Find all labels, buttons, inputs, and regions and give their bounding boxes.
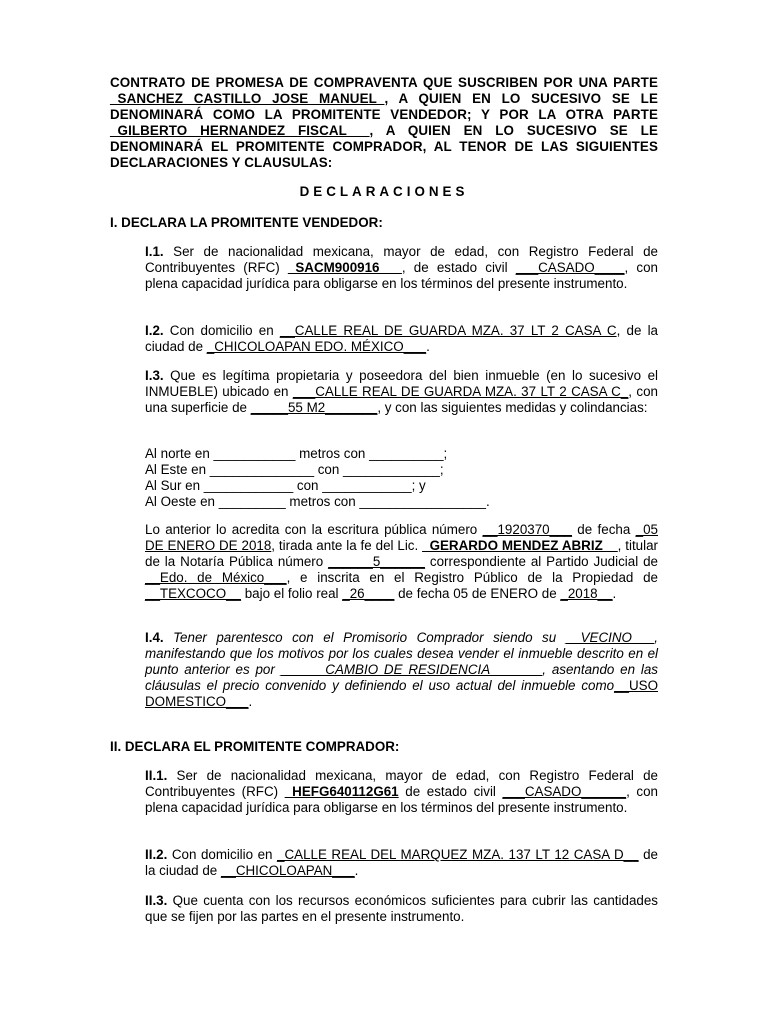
escritura-text-3: , tirada ante la fe del Lic. — [271, 538, 423, 553]
clause-ii2-number: II.2. — [145, 847, 168, 862]
notaria-numero: ______5______ — [328, 554, 425, 569]
clause-i3-number: I.3. — [145, 368, 164, 383]
clause-i2-text-1: Con domicilio en — [163, 323, 280, 338]
partido-judicial: __Edo. de México___ — [145, 570, 287, 585]
parentesco: __VECINO___ — [565, 630, 655, 645]
escritura-anio: _2018__ — [560, 586, 613, 601]
escritura-text-7: bajo el folio real — [241, 586, 343, 601]
colindancias-list — [145, 446, 658, 510]
inmueble-superficie: _____55 M2_______ — [250, 400, 378, 415]
escritura-numero: __1920370___ — [482, 522, 572, 537]
colindancia-norte: Al norte en ___________ metros con __________; — [145, 446, 448, 461]
notario-name: _GERARDO MENDEZ ABRIZ__ — [422, 538, 618, 553]
title-text-2: , A QUIEN EN LO SUCESIVO SE LE DENOMINARÁ COMO LA PROMITENTE VENDEDOR; Y POR LA OTRA PARTE — [110, 91, 658, 122]
clause-ii1-text-1: Ser de nacionalidad mexicana, mayor de edad, con Registro Federal de Contribuyentes (RFC) — [145, 768, 658, 799]
clause-i4-text-2: , manifestando que los motivos por los cuales desea vender el inmueble descrito en el punto anterior es por — [145, 630, 658, 677]
clause-ii1 — [145, 768, 658, 816]
clause-ii3-text-1: Que cuenta con los recursos económicos suficientes para cubrir las cantidades que se fijen por las partes en el presente instrumento. — [145, 893, 658, 924]
escritura-text-1: Lo anterior lo acredita con la escritura pública número — [145, 522, 483, 537]
clause-i1-text-3: , con plena capacidad jurídica para obligarse en los términos del presente instrumento. — [145, 260, 658, 291]
clause-ii2-text-3: . — [354, 863, 359, 878]
clause-i4-text-4: . — [248, 694, 253, 709]
clause-ii2-text-2: de la ciudad de — [145, 847, 659, 878]
comprador-estado-civil: ___CASADO______ — [502, 784, 627, 799]
clause-i4 — [145, 630, 658, 710]
vendedor-estado-civil: ___CASADO____ — [515, 260, 625, 275]
section-2-heading: II. DECLARA EL PROMITENTE COMPRADOR: — [110, 739, 400, 754]
vendedor-domicilio: __CALLE REAL DE GUARDA MZA. 37 LT 2 CASA C — [279, 323, 617, 338]
clause-ii1-text-2: de estado civil — [398, 784, 503, 799]
colindancia-sur: Al Sur en ____________ con ____________; y — [145, 478, 426, 493]
clause-i3 — [145, 368, 658, 416]
escritura-text-8: de fecha 05 de ENERO de — [394, 586, 561, 601]
clause-i2-text-2: , de la ciudad de — [145, 323, 658, 354]
clause-i1-text-2: , de estado civil — [401, 260, 516, 275]
comprador-ciudad: __CHICOLOAPAN___ — [220, 863, 355, 878]
inmueble-ubicacion: ___CALLE REAL DE GUARDA MZA. 37 LT 2 CASA C_ — [292, 384, 629, 399]
escritura-text-4: , titular de la Notaría Pública número — [145, 538, 659, 569]
escritura-text-9: . — [612, 586, 617, 601]
escritura-paragraph — [145, 522, 658, 602]
title-text-3: , A QUIEN EN LO SUCESIVO SE LE DENOMINARÁ EL PROMITENTE COMPRADOR, AL TENOR DE LAS SIGUIENTES DECLARACIONES Y CLAUSULAS: — [110, 123, 658, 170]
motivo-venta: ______CAMBIO DE RESIDENCIA_______ — [280, 662, 543, 677]
clause-i2-text-3: . — [426, 339, 430, 354]
title-text-1: CONTRATO DE PROMESA DE COMPRAVENTA QUE SUSCRIBEN POR UNA PARTE — [110, 75, 658, 90]
clause-i1 — [145, 244, 658, 292]
clause-i2-number: I.2. — [145, 323, 164, 338]
section-1-heading: I. DECLARA LA PROMITENTE VENDEDOR: — [110, 215, 383, 230]
clause-i2 — [145, 323, 658, 355]
clause-ii1-text-3: , con plena capacidad jurídica para obligarse en los términos del presente instrumento. — [145, 784, 658, 815]
clause-i3-text-1: Que es legítima propietaria y poseedora del bien inmueble (en lo sucesivo el INMUEBLE) ubicado en — [145, 368, 658, 399]
comprador-domicilio: _CALLE REAL DEL MARQUEZ MZA. 137 LT 12 CASA D__ — [277, 847, 639, 862]
vendedor-name: _SANCHEZ CASTILLO JOSE MANUEL_ — [110, 91, 385, 106]
clause-ii2-text-1: Con domicilio en — [167, 847, 278, 862]
clause-i3-text-2: , con una superficie de — [145, 384, 658, 415]
colindancia-oeste: Al Oeste en _________ metros con _________________. — [145, 494, 490, 509]
comprador-name: _GILBERTO HERNANDEZ FISCAL___ — [110, 123, 370, 138]
clause-i4-number: I.4. — [145, 630, 164, 645]
clause-i3-text-3: , y con las siguientes medidas y colindancias: — [377, 400, 648, 415]
clause-i4-text-1: Tener parentesco con el Promisorio Comprador siendo su — [163, 630, 566, 645]
comprador-rfc: _HEFG640112G61 — [284, 784, 399, 799]
clause-ii3-number: II.3. — [145, 893, 168, 908]
clause-ii1-number: II.1. — [145, 768, 168, 783]
clause-i4-text-3: , asentando en las cláusulas el precio convenido y definiendo el uso actual del inmueble como — [145, 662, 658, 693]
clause-ii2 — [145, 847, 658, 879]
clause-i1-number: I.1. — [145, 244, 164, 259]
uso-inmueble: __USO DOMESTICO___ — [145, 678, 658, 709]
vendedor-ciudad: _CHICOLOAPAN EDO. MÉXICO___ — [206, 339, 427, 354]
contract-title — [110, 75, 658, 171]
declaraciones-heading: DECLARACIONES — [299, 184, 469, 199]
escritura-text-6: , e inscrita en el Registro Público de la Propiedad de — [286, 570, 658, 585]
folio-real: _26____ — [342, 586, 395, 601]
clause-ii3 — [145, 893, 658, 925]
escritura-fecha: _05 DE ENERO DE 2018 — [145, 522, 658, 553]
colindancia-este: Al Este en ______________ con _____________; — [145, 462, 444, 477]
registro-propiedad: __TEXCOCO__ — [145, 586, 242, 601]
clause-i1-text-1: Ser de nacionalidad mexicana, mayor de edad, con Registro Federal de Contribuyentes (RFC) — [145, 244, 658, 275]
escritura-text-5: correspondiente al Partido Judicial de — [424, 554, 658, 569]
escritura-text-2: de fecha — [571, 522, 636, 537]
vendedor-rfc: _SACM900916___ — [287, 260, 402, 275]
